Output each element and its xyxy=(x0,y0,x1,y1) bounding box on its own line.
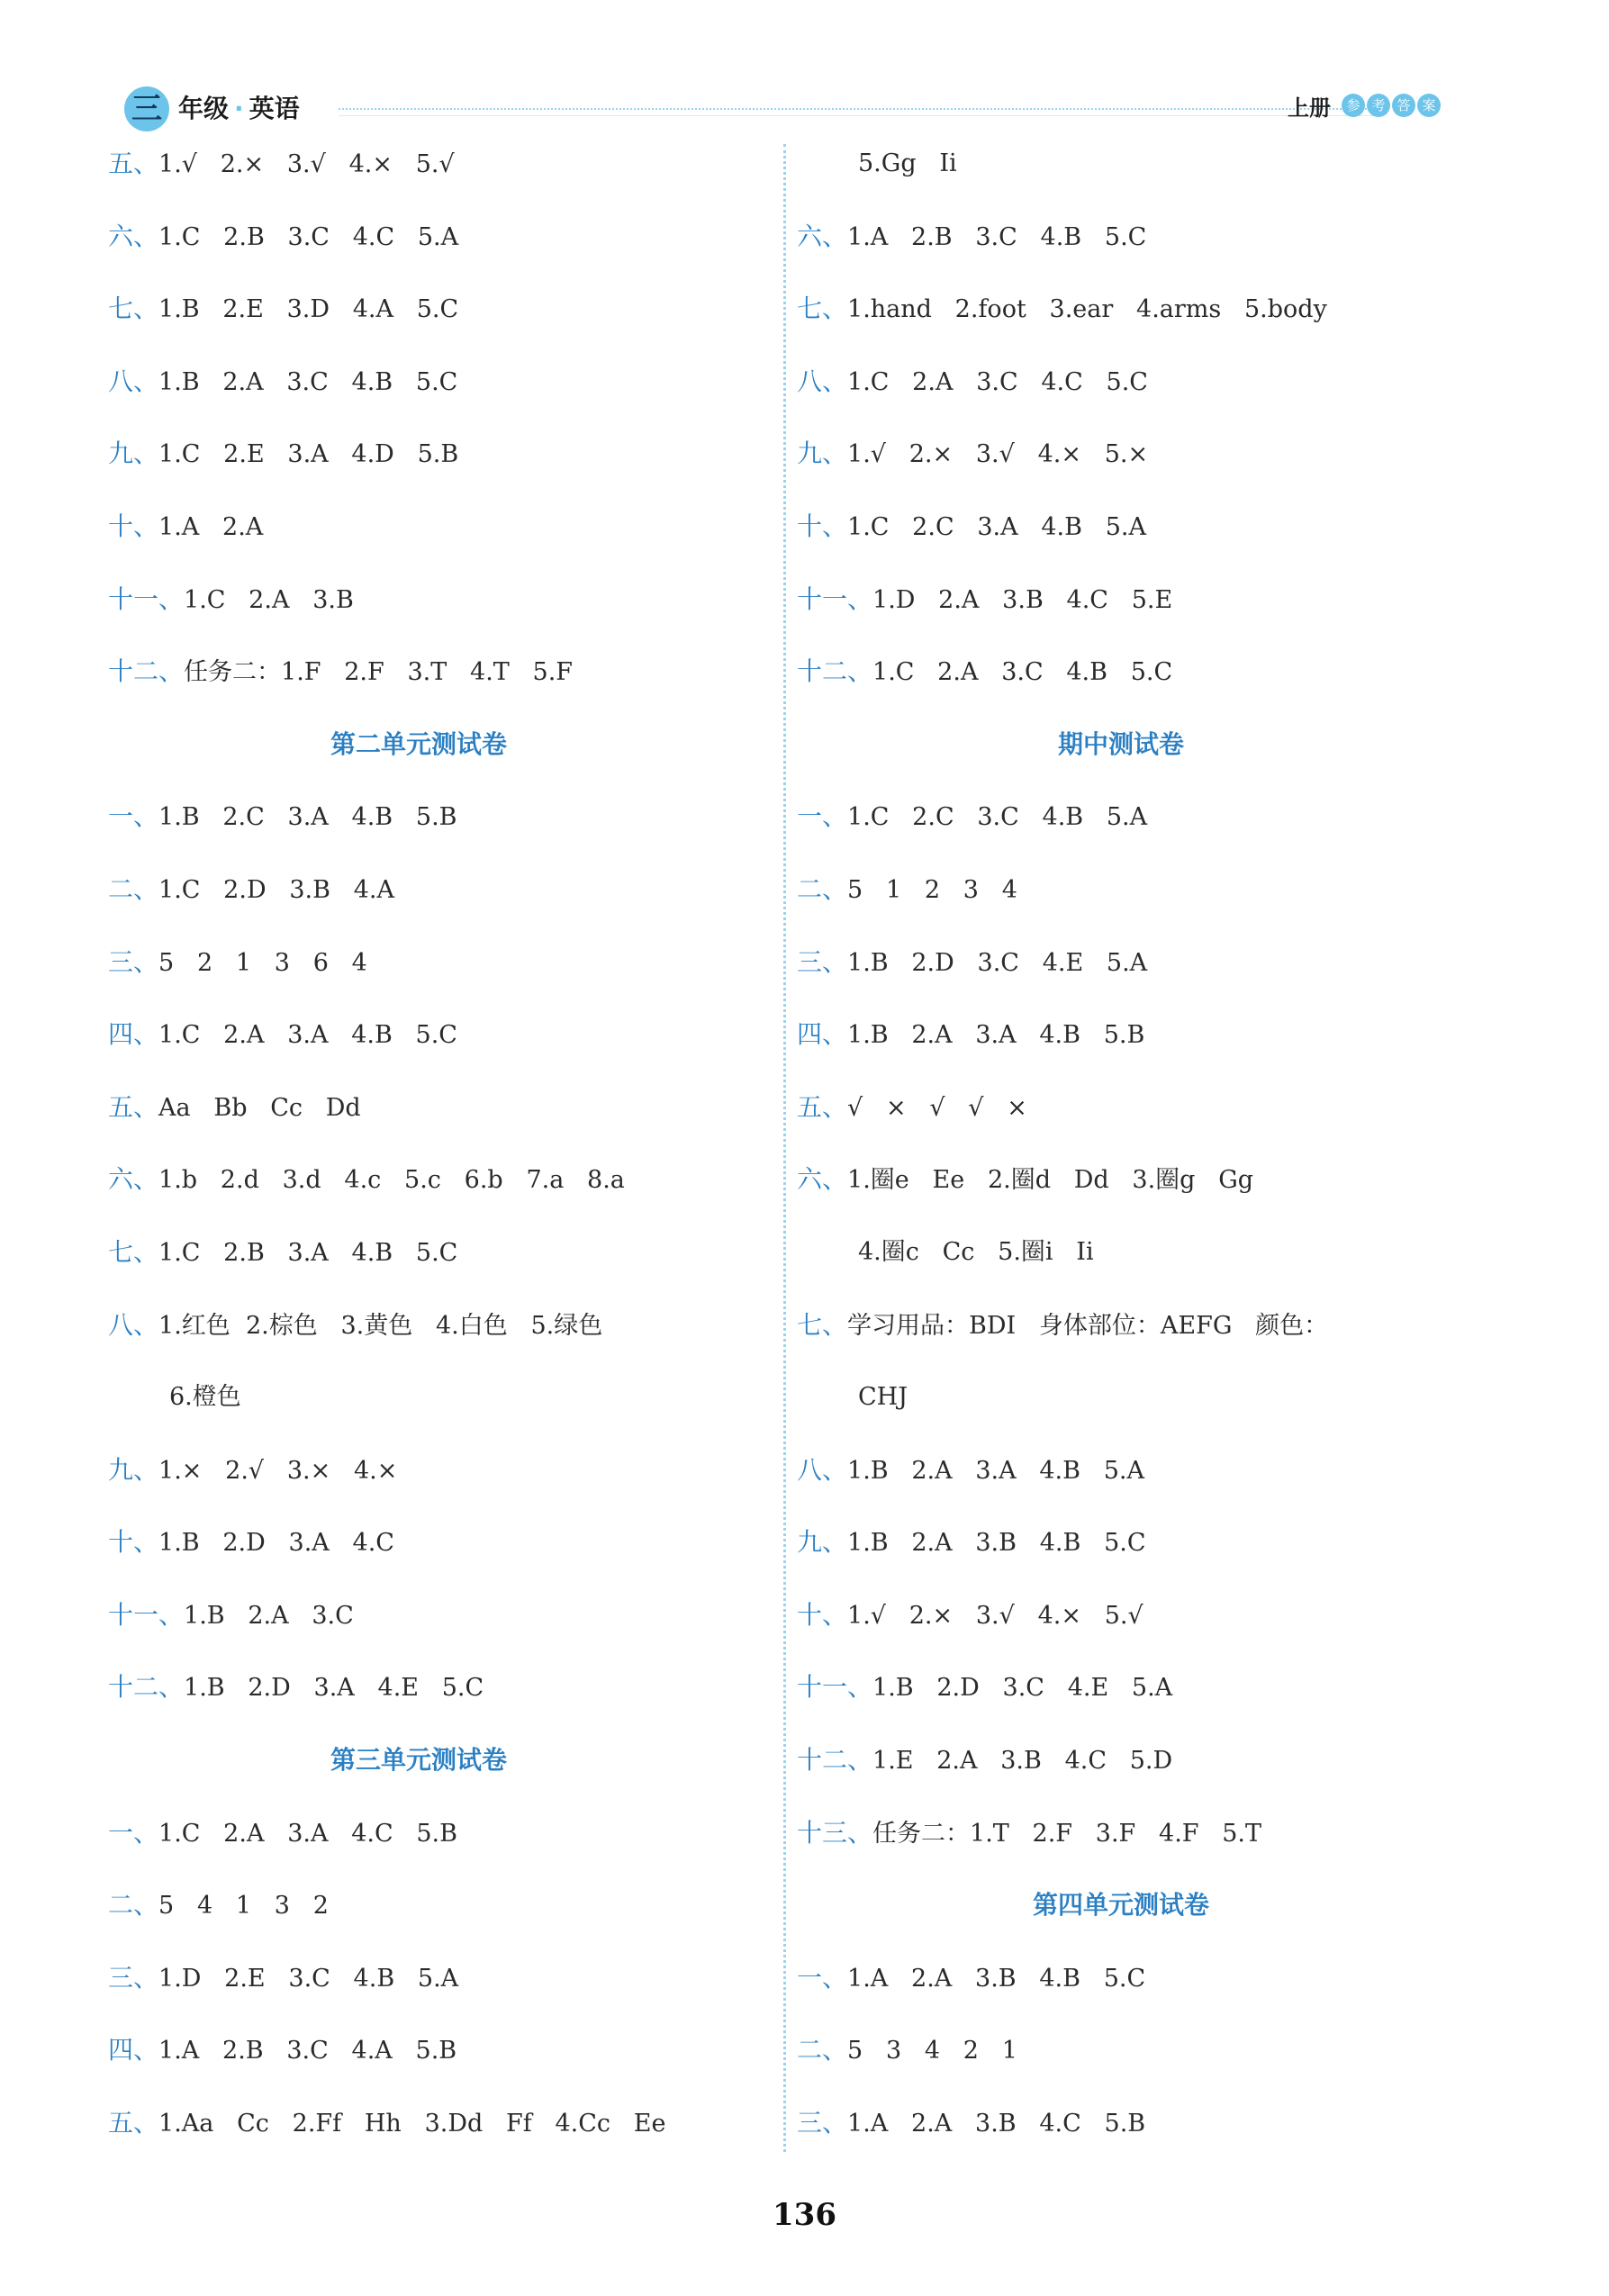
question-number: 十、 xyxy=(797,511,848,541)
answer-text: 1.B 2.A 3.C xyxy=(184,1601,354,1630)
answer-row xyxy=(108,1442,729,1514)
question-number: 十、 xyxy=(108,1527,159,1558)
question-number: 三、 xyxy=(108,946,159,977)
answer-text: CHJ xyxy=(858,1383,908,1412)
question-number: 六、 xyxy=(797,221,848,251)
answer-text: 1.A 2.B 3.C 4.B 5.C xyxy=(847,222,1147,251)
answer-row xyxy=(108,353,729,426)
answer-row xyxy=(108,1151,729,1224)
answer-row xyxy=(108,1514,729,1586)
separator-dot: · xyxy=(234,94,244,123)
answer-row xyxy=(797,861,1445,934)
answer-text: 1.× 2.√ 3.× 4.× xyxy=(158,1456,398,1485)
question-number: 一、 xyxy=(108,801,159,832)
answer-text: 4.圈c Cc 5.圈i Ii xyxy=(858,1237,1094,1266)
answer-row xyxy=(797,208,1445,281)
answer-row xyxy=(108,1804,729,1877)
answer-row xyxy=(797,934,1445,1007)
answer-row xyxy=(797,1659,1445,1731)
question-number: 七、 xyxy=(797,1309,848,1340)
question-number: 七、 xyxy=(797,294,848,324)
answer-row xyxy=(797,788,1445,861)
answer-text: 5 3 4 2 1 xyxy=(847,2037,1017,2065)
answer-row xyxy=(797,1949,1445,2022)
question-number: 四、 xyxy=(108,1019,159,1050)
answer-text: 1.√ 2.× 3.√ 4.× 5.√ xyxy=(847,1601,1143,1630)
answer-row xyxy=(797,2094,1445,2167)
question-number: 六、 xyxy=(108,1164,159,1195)
grade-label: 年级 xyxy=(178,94,230,123)
answer-row xyxy=(108,1949,729,2022)
answer-text: 5.Gg Ii xyxy=(858,149,957,177)
question-number: 九、 xyxy=(108,438,159,469)
answer-row xyxy=(108,861,729,934)
answer-row xyxy=(108,425,729,498)
answer-row xyxy=(797,280,1445,353)
answer-row xyxy=(797,1442,1445,1514)
header-rule xyxy=(339,108,1374,110)
answer-continuation xyxy=(108,1369,729,1442)
question-number: 十三、 xyxy=(797,1817,873,1848)
answer-text: 1.B 2.A 3.A 4.B 5.B xyxy=(847,1021,1145,1050)
question-number: 十二、 xyxy=(108,1672,185,1703)
answer-text: 1.B 2.D 3.C 4.E 5.A xyxy=(847,948,1148,977)
answer-row xyxy=(108,1659,729,1731)
answer-text: 1.圈e Ee 2.圈d Dd 3.圈g Gg xyxy=(847,1166,1254,1195)
answer-badge-char: 考 xyxy=(1367,94,1390,117)
question-number: 七、 xyxy=(108,294,159,324)
answer-text: 学习用品：BDI 身体部位：AEFG 颜色： xyxy=(847,1311,1329,1340)
answer-text: 1.b 2.d 3.d 4.c 5.c 6.b 7.a 8.a xyxy=(158,1166,625,1195)
question-number: 八、 xyxy=(797,366,848,396)
question-number: 三、 xyxy=(797,946,848,977)
section-title: 第四单元测试卷 xyxy=(1032,1890,1209,1921)
question-number: 五、 xyxy=(108,1091,159,1122)
answer-text: 5 1 2 3 4 xyxy=(847,875,1017,904)
answer-row xyxy=(797,1804,1445,1877)
question-number: 五、 xyxy=(797,1091,848,1122)
answer-text: √ × √ √ × xyxy=(847,1093,1027,1122)
answer-text: 1.B 2.A 3.A 4.B 5.A xyxy=(847,1456,1144,1485)
answer-text: 1.C 2.A 3.A 4.C 5.B xyxy=(158,1819,457,1848)
answer-text: 1.C 2.A 3.C 4.C 5.C xyxy=(847,367,1148,396)
answer-row xyxy=(108,571,729,644)
question-number: 十、 xyxy=(797,1599,848,1630)
question-number: 六、 xyxy=(797,1164,848,1195)
answer-badge-char: 参 xyxy=(1342,94,1365,117)
question-number: 二、 xyxy=(797,873,848,904)
answer-text: 1.C 2.D 3.B 4.A xyxy=(158,875,394,904)
grade-subject-label xyxy=(178,90,300,128)
question-number: 十、 xyxy=(108,511,159,541)
question-number: 三、 xyxy=(108,1962,159,1993)
question-number: 十一、 xyxy=(797,1672,873,1703)
volume-label: 上册 xyxy=(1288,95,1331,121)
question-number: 四、 xyxy=(108,2035,159,2065)
question-number: 九、 xyxy=(797,1527,848,1558)
question-number: 一、 xyxy=(108,1817,159,1848)
answer-text: 1.E 2.A 3.B 4.C 5.D xyxy=(872,1747,1173,1776)
question-number: 八、 xyxy=(108,1309,159,1340)
answer-text: 1.hand 2.foot 3.ear 4.arms 5.body xyxy=(847,295,1327,324)
header-rule-secondary xyxy=(339,115,1374,116)
answer-row xyxy=(108,1006,729,1079)
answer-text: 1.C 2.A 3.A 4.B 5.C xyxy=(158,1021,457,1050)
answer-text: 1.B 2.A 3.C 4.B 5.C xyxy=(158,367,458,396)
answer-text: 1.C 2.B 3.A 4.B 5.C xyxy=(158,1238,458,1267)
question-number: 十二、 xyxy=(797,656,873,687)
answer-row xyxy=(797,353,1445,426)
section-title: 期中测试卷 xyxy=(1057,728,1184,759)
question-number: 四、 xyxy=(797,1019,848,1050)
question-number: 七、 xyxy=(108,1236,159,1267)
answer-text: 5 4 1 3 2 xyxy=(158,1892,329,1921)
answer-text: 1.√ 2.× 3.√ 4.× 5.√ xyxy=(158,150,455,178)
answer-row xyxy=(108,1876,729,1949)
answer-row xyxy=(797,1079,1445,1152)
grade-number-badge: 三 xyxy=(124,86,169,131)
answer-text: 1.A 2.B 3.C 4.A 5.B xyxy=(158,2037,457,2065)
answer-text: 1.Aa Cc 2.Ff Hh 3.Dd Ff 4.Cc Ee xyxy=(158,2110,666,2138)
answer-row xyxy=(797,1006,1445,1079)
answer-badge-char: 答 xyxy=(1392,94,1415,117)
answer-text: 1.√ 2.× 3.√ 4.× 5.× xyxy=(847,440,1149,469)
right-answer-column xyxy=(797,135,1445,2167)
answer-row xyxy=(797,2021,1445,2094)
question-number: 二、 xyxy=(797,2035,848,2065)
answer-row xyxy=(108,2021,729,2094)
question-number: 三、 xyxy=(797,2108,848,2138)
answer-key-badge xyxy=(1342,94,1441,117)
answer-text: Aa Bb Cc Dd xyxy=(158,1093,361,1122)
answer-row xyxy=(797,643,1445,716)
section-title: 第三单元测试卷 xyxy=(330,1745,507,1776)
answer-row xyxy=(797,425,1445,498)
answer-badge-char: 案 xyxy=(1417,94,1441,117)
question-number: 一、 xyxy=(797,801,848,832)
answer-row xyxy=(797,1731,1445,1804)
answer-text: 1.C 2.A 3.B xyxy=(184,585,354,614)
question-number: 六、 xyxy=(108,221,159,251)
answer-row xyxy=(108,498,729,571)
question-number: 十二、 xyxy=(797,1745,873,1776)
section-title: 第二单元测试卷 xyxy=(330,728,507,759)
answer-text: 1.B 2.A 3.B 4.B 5.C xyxy=(847,1529,1146,1558)
answer-text: 1.D 2.A 3.B 4.C 5.E xyxy=(872,585,1173,614)
answer-text: 1.红色 2.棕色 3.黄色 4.白色 5.绿色 xyxy=(158,1311,603,1340)
question-number: 九、 xyxy=(797,438,848,469)
answer-text: 1.C 2.C 3.C 4.B 5.A xyxy=(847,803,1148,832)
column-divider xyxy=(783,144,786,2152)
answer-text: 1.C 2.C 3.A 4.B 5.A xyxy=(847,512,1146,541)
question-number: 十一、 xyxy=(108,1599,185,1630)
subject-label: 英语 xyxy=(249,94,300,123)
answer-row xyxy=(108,788,729,861)
question-number: 二、 xyxy=(108,1890,159,1921)
page-number: 136 xyxy=(773,2197,836,2233)
answer-row xyxy=(108,1079,729,1152)
answer-row xyxy=(108,1224,729,1297)
question-number: 十一、 xyxy=(108,583,185,614)
answer-row xyxy=(108,1297,729,1369)
answer-text: 1.B 2.D 3.A 4.E 5.C xyxy=(184,1674,484,1703)
answer-text: 1.A 2.A xyxy=(158,512,264,541)
answer-continuation xyxy=(797,1369,1445,1442)
answer-row xyxy=(797,1297,1445,1369)
answer-row xyxy=(108,934,729,1007)
answer-text: 1.C 2.A 3.C 4.B 5.C xyxy=(872,658,1173,687)
question-number: 五、 xyxy=(108,2108,159,2138)
answer-continuation xyxy=(797,135,1445,208)
answer-row xyxy=(108,135,729,208)
answer-row xyxy=(797,571,1445,644)
answer-text: 1.B 2.D 3.C 4.E 5.A xyxy=(872,1674,1173,1703)
answer-text: 1.B 2.D 3.A 4.C xyxy=(158,1529,394,1558)
answer-text: 6.橙色 xyxy=(169,1383,241,1412)
answer-row xyxy=(797,1151,1445,1224)
answer-text: 1.D 2.E 3.C 4.B 5.A xyxy=(158,1964,459,1993)
question-number: 十一、 xyxy=(797,583,873,614)
question-number: 九、 xyxy=(108,1454,159,1485)
answer-row xyxy=(797,1514,1445,1586)
answer-text: 1.B 2.E 3.D 4.A 5.C xyxy=(158,295,459,324)
question-number: 一、 xyxy=(797,1962,848,1993)
answer-text: 5 2 1 3 6 4 xyxy=(158,948,367,977)
question-number: 二、 xyxy=(108,873,159,904)
answer-row xyxy=(108,208,729,281)
answer-row xyxy=(108,1586,729,1659)
answer-continuation xyxy=(797,1224,1445,1297)
answer-text: 1.C 2.E 3.A 4.D 5.B xyxy=(158,440,459,469)
answer-row xyxy=(797,498,1445,571)
page-header xyxy=(115,86,1439,137)
question-number: 五、 xyxy=(108,149,159,178)
answer-text: 1.A 2.A 3.B 4.C 5.B xyxy=(847,2110,1146,2138)
question-number: 十二、 xyxy=(108,656,185,687)
answer-text: 1.C 2.B 3.C 4.C 5.A xyxy=(158,222,459,251)
answer-row xyxy=(108,280,729,353)
answer-text: 1.B 2.C 3.A 4.B 5.B xyxy=(158,803,457,832)
answer-row xyxy=(797,1586,1445,1659)
answer-row xyxy=(108,643,729,716)
question-number: 八、 xyxy=(797,1454,848,1485)
answer-text: 1.A 2.A 3.B 4.B 5.C xyxy=(847,1964,1146,1993)
question-number: 八、 xyxy=(108,366,159,396)
left-answer-column xyxy=(108,135,729,2167)
answer-text: 任务二：1.F 2.F 3.T 4.T 5.F xyxy=(184,658,574,687)
answer-text: 任务二：1.T 2.F 3.F 4.F 5.T xyxy=(872,1819,1262,1848)
answer-row xyxy=(108,2094,729,2167)
